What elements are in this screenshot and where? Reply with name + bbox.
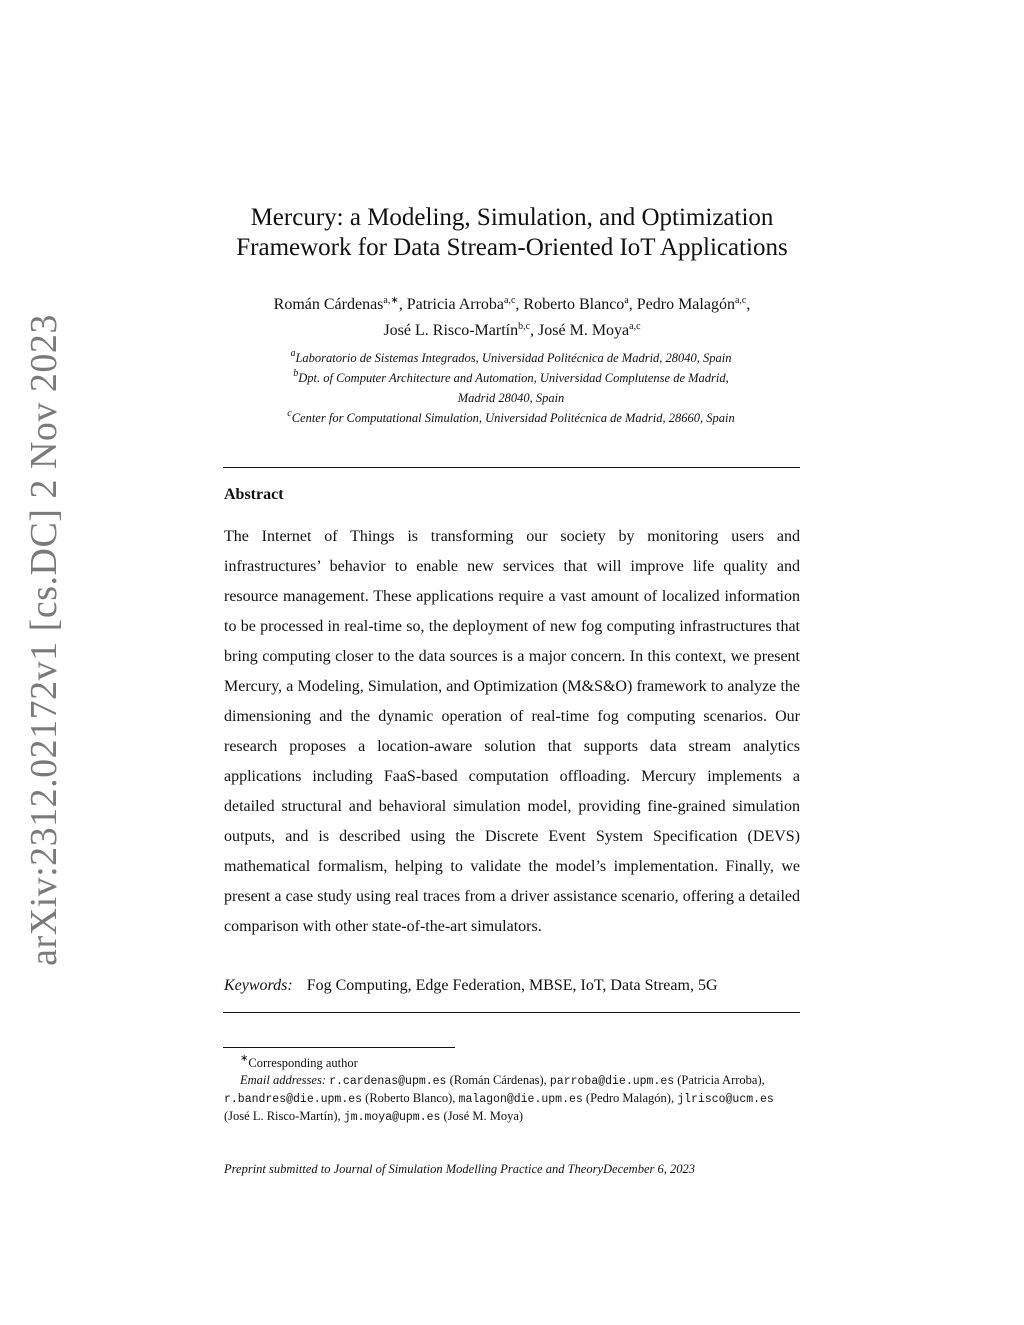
author-list <box>200 290 824 342</box>
author-name: Patricia Arroba <box>406 296 505 313</box>
affiliation-mark: b <box>293 368 299 379</box>
keywords <box>224 975 800 997</box>
abstract-heading: Abstract <box>224 486 284 503</box>
corresponding-note <box>224 1050 802 1072</box>
email-owner: (José M. Moya) <box>443 1109 524 1123</box>
author-name: José M. Moya <box>538 322 630 339</box>
author-separator: , <box>628 296 637 313</box>
email-owner: (Román Cárdenas) <box>449 1073 544 1087</box>
author-affiliation-mark: b,c <box>518 321 531 332</box>
email-link[interactable]: jm.moya@upm.es <box>343 1111 441 1124</box>
preprint-footer <box>224 1162 800 1177</box>
email-link[interactable]: r.cardenas@upm.es <box>329 1075 447 1088</box>
author-name: Román Cárdenas <box>273 296 384 313</box>
email-link[interactable]: parroba@die.upm.es <box>549 1075 675 1088</box>
affiliation-item <box>222 386 800 406</box>
author-name: José L. Risco-Martín <box>383 322 519 339</box>
title-line: Framework for Data Stream-Oriented IoT Applications <box>236 234 788 261</box>
keywords-label: Keywords: <box>224 977 293 994</box>
abstract-bottom-rule <box>223 1012 800 1013</box>
email-list: Email addresses: r.cardenas@upm.es (Román Cárdenas), parroba@die.upm.es (Patricia Arroba), r.bandres@die.upm.es (Roberto Blanco), malagon@die.upm.es (Pedro Malagón), jlrisco@ucm.es (José L. Risco-Martín), jm.moya@upm.es (José M. Moya) <box>224 1073 774 1124</box>
author-affiliation-mark: a,∗ <box>383 295 399 306</box>
affiliation-text: Laboratorio de Sistemas Integrados, Universidad Politécnica de Madrid, 28040, Spain <box>295 351 732 365</box>
author-affiliation-mark: a,c <box>734 295 747 306</box>
affiliation-text: Dpt. of Computer Architecture and Automation, Universidad Complutense de Madrid, <box>298 371 729 385</box>
abstract-top-rule <box>223 467 800 468</box>
email-owner: (Pedro Malagón) <box>585 1091 671 1105</box>
author-line <box>200 316 824 342</box>
footnote <box>224 1050 802 1126</box>
preprint-notice: Preprint submitted to Journal of Simulation Modelling Practice and Theory <box>224 1162 604 1176</box>
author-affiliation-mark: a,c <box>629 321 641 332</box>
title-line: Mercury: a Modeling, Simulation, and Optimization <box>250 204 774 231</box>
affiliation-list <box>222 346 800 426</box>
affiliation-mark: a <box>290 348 296 359</box>
author-separator: , <box>746 296 751 313</box>
arxiv-identifier-stamp: arXiv:2312.02172v1 [cs.DC] 2 Nov 2023 <box>23 314 65 966</box>
author-separator: , <box>515 296 524 313</box>
author-name: Pedro Malagón <box>636 296 735 313</box>
author-line <box>200 290 824 316</box>
keywords-text: Fog Computing, Edge Federation, MBSE, IoT, Data Stream, 5G <box>306 977 718 994</box>
author-separator: , <box>398 296 407 313</box>
affiliation-item <box>222 366 800 386</box>
affiliation-text: Madrid 28040, Spain <box>457 391 565 405</box>
affiliation-text: Center for Computational Simulation, Universidad Politécnica de Madrid, 28660, Spain <box>291 411 735 425</box>
email-link[interactable]: jlrisco@ucm.es <box>677 1093 774 1106</box>
corresponding-text: Corresponding author <box>248 1056 358 1070</box>
abstract-text: The Internet of Things is transforming our society by monitoring users and infrastructures’ behavior to enable new services that will improve life quality and resource management. These applications require a vast amount of localized information to be processed in real-time so, the deployment of new fog computing infrastructures that bring computing closer to the data sources is a major concern. In this context, we present Mercury, a Modeling, Simulation, and Optimization (M&S&O) framework to analyze the dimensioning and the dynamic operation of real-time fog computing scenarios. Our research proposes a location-aware solution that supports data stream analytics applications including FaaS-based computation offloading. Mercury implements a detailed structural and behavioral simulation model, providing fine-grained simulation outputs, and is described using the Discrete Event System Specification (DEVS) mathematical formalism, helping to validate the model’s implementation. Finally, we present a case study using real traces from a driver assistance scenario, offering a detailed comparison with other state-of-the-art simulators. <box>224 528 800 935</box>
email-owner: (José L. Risco-Martín) <box>224 1109 338 1123</box>
corresponding-mark: ∗ <box>240 1053 249 1064</box>
affiliation-mark: c <box>287 408 292 419</box>
author-affiliation-mark: a,c <box>504 295 516 306</box>
email-link[interactable]: r.bandres@die.upm.es <box>224 1093 363 1106</box>
email-owner: (Roberto Blanco) <box>365 1091 453 1105</box>
author-affiliation-mark: a <box>624 295 629 306</box>
email-label: Email addresses: <box>240 1073 326 1087</box>
footnote-rule <box>223 1047 455 1048</box>
preprint-date: December 6, 2023 <box>603 1162 696 1176</box>
paper-title <box>200 203 824 263</box>
author-separator: , <box>530 322 539 339</box>
email-owner: (Patricia Arroba) <box>677 1073 762 1087</box>
email-link[interactable]: malagon@die.upm.es <box>458 1093 583 1106</box>
affiliation-item <box>222 406 800 426</box>
author-name: Roberto Blanco <box>523 296 625 313</box>
affiliation-item <box>222 346 800 366</box>
